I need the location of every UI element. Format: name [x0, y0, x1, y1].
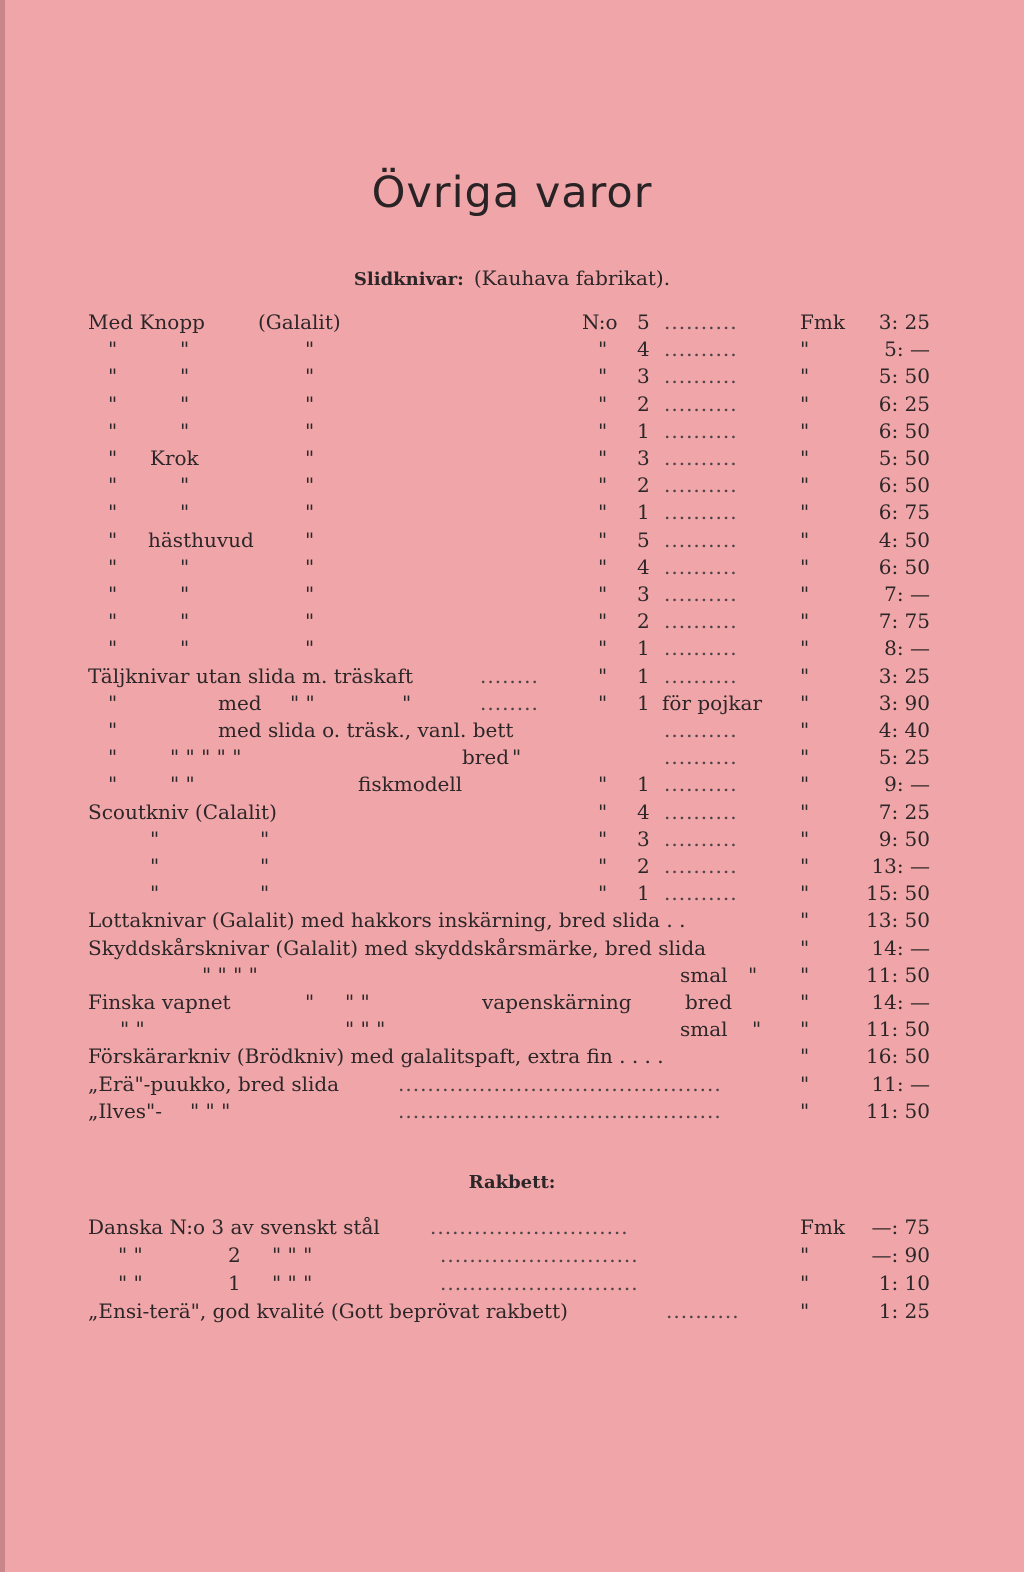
item-currency: ": [800, 609, 810, 634]
item-ditto-mark: " ": [170, 772, 195, 797]
item-model-number: 3: [637, 826, 650, 851]
item-ditto-mark: ": [598, 826, 608, 851]
item-ditto-mark: " " " " ": [170, 745, 242, 770]
item-price: 11: 50: [866, 1017, 930, 1042]
item-ditto-mark: ": [512, 745, 522, 770]
rakbett-currency: Fmk: [800, 1215, 845, 1239]
item-name: bred: [462, 745, 510, 770]
item-ditto-mark: ": [752, 1017, 762, 1042]
item-model-number: 3: [637, 364, 650, 389]
item-ditto-mark: ": [598, 582, 608, 606]
item-extra: för pojkar: [662, 690, 763, 715]
item-model-number: 1: [637, 500, 650, 525]
item-row: [0, 744, 1024, 771]
item-ditto-mark: " ": [290, 690, 315, 715]
item-ditto-mark: ": [305, 391, 315, 416]
item-name: hästhuvud: [148, 527, 254, 552]
item-price: 5: 25: [878, 745, 930, 770]
item-row: [0, 499, 1024, 526]
item-model-number: 1: [637, 772, 650, 797]
item-ditto-mark: " " ": [345, 1017, 386, 1042]
item-currency: ": [800, 500, 810, 525]
item-row: [0, 635, 1024, 662]
rakbett-currency: ": [800, 1271, 810, 1295]
item-currency: ": [800, 554, 810, 579]
item-currency: ": [800, 473, 810, 498]
item-ditto-mark: ": [180, 364, 190, 389]
item-row: [0, 418, 1024, 445]
item-model-number: 1: [637, 636, 650, 661]
item-name: Scoutkniv (Calalit): [88, 799, 277, 824]
item-currency: ": [800, 935, 810, 960]
rakbett-name: 2: [228, 1243, 241, 1267]
rakbett-ditto-mark: " " ": [272, 1243, 313, 1267]
item-price: 5: 50: [878, 364, 930, 389]
item-ditto-mark: ": [108, 582, 118, 606]
item-ditto-mark: ": [305, 337, 315, 362]
item-price: 6: 50: [878, 554, 930, 579]
item-row: [0, 690, 1024, 717]
item-ditto-mark: ": [305, 446, 315, 470]
item-leader-dots: ..........: [664, 772, 738, 797]
item-name: Förskärarkniv (Brödkniv) med galalitspaft, extra fin . . . .: [88, 1044, 664, 1069]
item-price: 7: —: [884, 582, 930, 606]
item-ditto-mark: ": [150, 881, 160, 906]
item-model-number: 2: [637, 473, 650, 498]
item-currency: ": [800, 337, 810, 362]
item-price: 4: 40: [878, 718, 930, 742]
item-ditto-mark: ": [598, 500, 608, 525]
item-price: 7: 25: [878, 799, 930, 824]
item-ditto-mark: ": [305, 473, 315, 498]
item-name: Täljknivar utan slida m. träskaft: [88, 663, 413, 688]
item-ditto-mark: ": [150, 826, 160, 851]
item-leader-dots: ..........: [664, 337, 738, 362]
item-currency: ": [800, 799, 810, 824]
item-ditto-mark: ": [598, 636, 608, 661]
item-ditto-mark: ": [305, 364, 315, 389]
item-leader-dots: ..........: [664, 500, 738, 525]
item-leader-dots: ..........: [664, 310, 738, 334]
item-leader-dots: ..........: [664, 881, 738, 906]
item-ditto-mark: ": [108, 391, 118, 416]
item-ditto-mark: ": [150, 854, 160, 878]
item-model-number: 1: [637, 881, 650, 906]
item-ditto-mark: ": [402, 690, 412, 715]
item-row: [0, 853, 1024, 880]
item-name3: smal: [680, 1017, 728, 1042]
item-name: med slida o. träsk., vanl. bett: [218, 718, 514, 742]
item-currency: ": [800, 636, 810, 661]
item-price: 5: —: [884, 337, 930, 362]
item-ditto-mark: ": [598, 663, 608, 688]
item-row: [0, 962, 1024, 989]
item-row: [0, 717, 1024, 744]
item-price: 6: 25: [878, 391, 930, 416]
item-currency: ": [800, 772, 810, 797]
item-ditto-mark: ": [598, 881, 608, 906]
item-price: 11: 50: [866, 962, 930, 987]
item-model-number: 4: [637, 554, 650, 579]
item-row: [0, 935, 1024, 962]
item-ditto-mark: " " ": [190, 1098, 231, 1123]
item-price: 9: —: [884, 772, 930, 797]
item-ditto-mark: ": [598, 364, 608, 389]
item-currency: ": [800, 881, 810, 906]
rakbett-currency: ": [800, 1243, 810, 1267]
item-currency: ": [800, 364, 810, 389]
item-price: 6: 50: [878, 418, 930, 443]
item-ditto-mark: ": [305, 609, 315, 634]
item-name: Finska vapnet: [88, 990, 231, 1014]
item-ditto-mark: ": [598, 609, 608, 634]
item-currency: ": [800, 391, 810, 416]
item-leader-dots: ..........: [664, 609, 738, 634]
rakbett-name: 1: [228, 1271, 241, 1295]
item-currency: ": [800, 418, 810, 443]
item-currency: ": [800, 1071, 810, 1096]
item-model-number: 2: [637, 854, 650, 878]
rakbett-price: 1: 25: [878, 1299, 930, 1323]
item-row: [0, 799, 1024, 826]
item-ditto-mark: ": [108, 636, 118, 661]
item-currency: ": [800, 826, 810, 851]
item-leader-dots: ..........: [664, 473, 738, 498]
rakbett-ditto-mark: " " ": [272, 1271, 313, 1295]
item-row: [0, 445, 1024, 472]
item-currency: ": [800, 990, 810, 1014]
item-row: [0, 1016, 1024, 1043]
item-leader-dots: ..........: [664, 636, 738, 661]
item-ditto-mark: ": [108, 745, 118, 770]
item-currency: ": [800, 527, 810, 552]
item-currency: ": [800, 690, 810, 715]
item-ditto-mark: ": [108, 772, 118, 797]
item-ditto-mark: ": [108, 337, 118, 362]
item-leader-dots: ........: [480, 663, 539, 688]
item-model-number: 1: [637, 663, 650, 688]
item-ditto-mark: ": [305, 500, 315, 525]
item-price: 15: 50: [866, 881, 930, 906]
rakbett-leader-dots: ...........................: [440, 1243, 639, 1267]
item-price: 5: 50: [878, 446, 930, 470]
item-currency: ": [800, 854, 810, 878]
item-row: [0, 472, 1024, 499]
item-row: [0, 608, 1024, 635]
rakbett-leader-dots: ...........................: [440, 1271, 639, 1295]
item-leader-dots: ..........: [664, 418, 738, 443]
item-model-number: 4: [637, 799, 650, 824]
item-leader-dots: ..........: [664, 663, 738, 688]
item-price: 11: 50: [866, 1098, 930, 1123]
item-ditto-mark: ": [108, 473, 118, 498]
item-ditto-mark: ": [598, 418, 608, 443]
item-price: 9: 50: [878, 826, 930, 851]
item-no: N:o: [582, 310, 618, 334]
item-price: 13: —: [871, 854, 930, 878]
item-leader-dots: ..........: [664, 745, 738, 770]
item-ditto-mark: ": [108, 609, 118, 634]
item-model-number: 2: [637, 609, 650, 634]
page-title: Övriga varor: [371, 168, 653, 218]
item-price: 16: 50: [866, 1044, 930, 1069]
rakbett-row: [0, 1214, 1024, 1241]
item-leader-dots: ..........: [664, 554, 738, 579]
rakbett-name: „Ensi-terä", god kvalité (Gott beprövat rakbett): [88, 1299, 568, 1323]
item-price: 8: —: [884, 636, 930, 661]
item-ditto-mark: ": [108, 718, 118, 742]
rakbett-price: 1: 10: [878, 1271, 930, 1295]
item-price: 14: —: [871, 935, 930, 960]
item-price: 6: 75: [878, 500, 930, 525]
item-ditto-mark: ": [305, 582, 315, 606]
item-model-number: 1: [637, 690, 650, 715]
item-price: 4: 50: [878, 527, 930, 552]
item-row: [0, 363, 1024, 390]
rakbett-heading: Rakbett:: [468, 1172, 556, 1193]
item-ditto-mark: ": [260, 826, 270, 851]
item-currency: ": [800, 1017, 810, 1042]
slidknivar-heading: [0, 266, 1024, 290]
item-currency: ": [800, 1044, 810, 1069]
item-leader-dots: ..........: [664, 391, 738, 416]
item-name: fiskmodell: [358, 772, 463, 797]
item-leader-dots: ..........: [664, 446, 738, 470]
item-currency: ": [800, 1098, 810, 1123]
item-ditto-mark: ": [108, 446, 118, 470]
rakbett-name: Danska N:o 3 av svenskt stål: [88, 1215, 380, 1239]
item-ditto-mark: ": [180, 418, 190, 443]
item-ditto-mark: ": [108, 527, 118, 552]
item-price: 6: 50: [878, 473, 930, 498]
item-name: Krok: [150, 446, 199, 470]
item-paren: (Galalit): [258, 310, 341, 334]
item-name: „Ilves"-: [88, 1098, 163, 1123]
item-leader-dots: ..........: [664, 582, 738, 606]
item-row: [0, 771, 1024, 798]
item-ditto-mark: ": [108, 554, 118, 579]
item-ditto-mark: ": [305, 554, 315, 579]
item-ditto-mark: ": [180, 473, 190, 498]
item-ditto-mark: ": [180, 554, 190, 579]
item-price: 13: 50: [866, 908, 930, 933]
item-ditto-mark: ": [598, 799, 608, 824]
item-ditto-mark: ": [748, 962, 758, 987]
item-ditto-mark: ": [598, 473, 608, 498]
item-currency: ": [800, 582, 810, 606]
rakbett-currency: ": [800, 1299, 810, 1323]
item-leader-dots: ........: [480, 690, 539, 715]
item-ditto-mark: ": [180, 391, 190, 416]
item-ditto-mark: ": [180, 609, 190, 634]
item-row: [0, 336, 1024, 363]
rakbett-leader-dots: ...........................: [430, 1215, 629, 1239]
item-leader-dots: ..........: [664, 799, 738, 824]
item-row: [0, 527, 1024, 554]
item-ditto-mark: ": [305, 636, 315, 661]
item-leader-dots: ..........: [664, 527, 738, 552]
rakbett-price: —: 90: [871, 1243, 930, 1267]
item-model-number: 5: [637, 310, 650, 334]
slidknivar-subtitle: (Kauhava fabrikat).: [473, 266, 671, 290]
item-name: Med Knopp: [88, 310, 205, 334]
item-model-number: 1: [637, 418, 650, 443]
item-model-number: 2: [637, 391, 650, 416]
item-price: 3: 90: [878, 690, 930, 715]
item-row: [0, 391, 1024, 418]
item-name: „Erä"-puukko, bred slida: [88, 1071, 340, 1096]
item-row: [0, 826, 1024, 853]
item-ditto-mark: ": [108, 500, 118, 525]
item-ditto-mark: " " " ": [202, 962, 258, 987]
item-currency: Fmk: [800, 310, 845, 334]
item-ditto-mark: ": [108, 418, 118, 443]
item-ditto-mark: ": [305, 990, 315, 1014]
item-row: [0, 1071, 1024, 1098]
item-ditto-mark: ": [598, 337, 608, 362]
item-currency: ": [800, 663, 810, 688]
item-ditto-mark: ": [180, 500, 190, 525]
item-ditto-mark: ": [598, 391, 608, 416]
item-name: Skyddskårsknivar (Galalit) med skyddskårsmärke, bred slida: [88, 935, 707, 960]
rakbett-row: [0, 1270, 1024, 1297]
item-row: [0, 880, 1024, 907]
item-price: 3: 25: [878, 663, 930, 688]
item-ditto-mark: ": [598, 554, 608, 579]
rakbett-price: —: 75: [871, 1215, 930, 1239]
item-currency: ": [800, 908, 810, 933]
item-model-number: 3: [637, 582, 650, 606]
rakbett-ditto-mark: " ": [118, 1271, 143, 1295]
item-row: [0, 663, 1024, 690]
item-leader-dots: ..........: [664, 364, 738, 389]
item-ditto-mark: ": [260, 881, 270, 906]
item-row: [0, 989, 1024, 1016]
item-ditto-mark: ": [180, 636, 190, 661]
item-name: med: [218, 690, 262, 715]
item-model-number: 5: [637, 527, 650, 552]
item-row: [0, 1043, 1024, 1070]
item-row: [0, 1098, 1024, 1125]
item-model-number: 4: [637, 337, 650, 362]
item-model-number: 3: [637, 446, 650, 470]
item-currency: ": [800, 962, 810, 987]
item-price: 3: 25: [878, 310, 930, 334]
rakbett-row: [0, 1242, 1024, 1269]
item-ditto-mark: ": [180, 337, 190, 362]
item-leader-dots: ............................................: [398, 1098, 722, 1123]
item-currency: ": [800, 745, 810, 770]
item-row: [0, 907, 1024, 934]
item-name: smal: [680, 962, 728, 987]
item-ditto-mark: " ": [345, 990, 370, 1014]
item-name3: bred: [685, 990, 733, 1014]
item-ditto-mark: ": [108, 364, 118, 389]
item-price: 14: —: [871, 990, 930, 1014]
item-leader-dots: ..........: [664, 826, 738, 851]
rakbett-leader-dots: ..........: [666, 1299, 740, 1323]
item-row: [0, 581, 1024, 608]
item-name2: vapenskärning: [482, 990, 632, 1014]
item-currency: ": [800, 718, 810, 742]
item-price: 7: 75: [878, 609, 930, 634]
item-ditto-mark: ": [108, 690, 118, 715]
item-row: [0, 554, 1024, 581]
item-ditto-mark: " ": [120, 1017, 145, 1042]
item-ditto-mark: ": [598, 854, 608, 878]
item-ditto-mark: ": [180, 582, 190, 606]
item-ditto-mark: ": [598, 772, 608, 797]
item-price: 11: —: [871, 1071, 930, 1096]
item-ditto-mark: ": [598, 446, 608, 470]
item-currency: ": [800, 446, 810, 470]
rakbett-row: [0, 1298, 1024, 1325]
item-ditto-mark: ": [598, 690, 608, 715]
item-name: Lottaknivar (Galalit) med hakkors inskärning, bred slida . .: [88, 908, 686, 933]
rakbett-ditto-mark: " ": [118, 1243, 143, 1267]
slidknivar-label: Slidknivar:: [353, 269, 464, 290]
item-row: [0, 309, 1024, 336]
item-leader-dots: ..........: [664, 854, 738, 878]
item-ditto-mark: ": [260, 854, 270, 878]
item-ditto-mark: ": [305, 418, 315, 443]
item-leader-dots: ..........: [664, 718, 738, 742]
item-leader-dots: ............................................: [398, 1071, 722, 1096]
item-ditto-mark: ": [305, 527, 315, 552]
item-ditto-mark: ": [598, 527, 608, 552]
